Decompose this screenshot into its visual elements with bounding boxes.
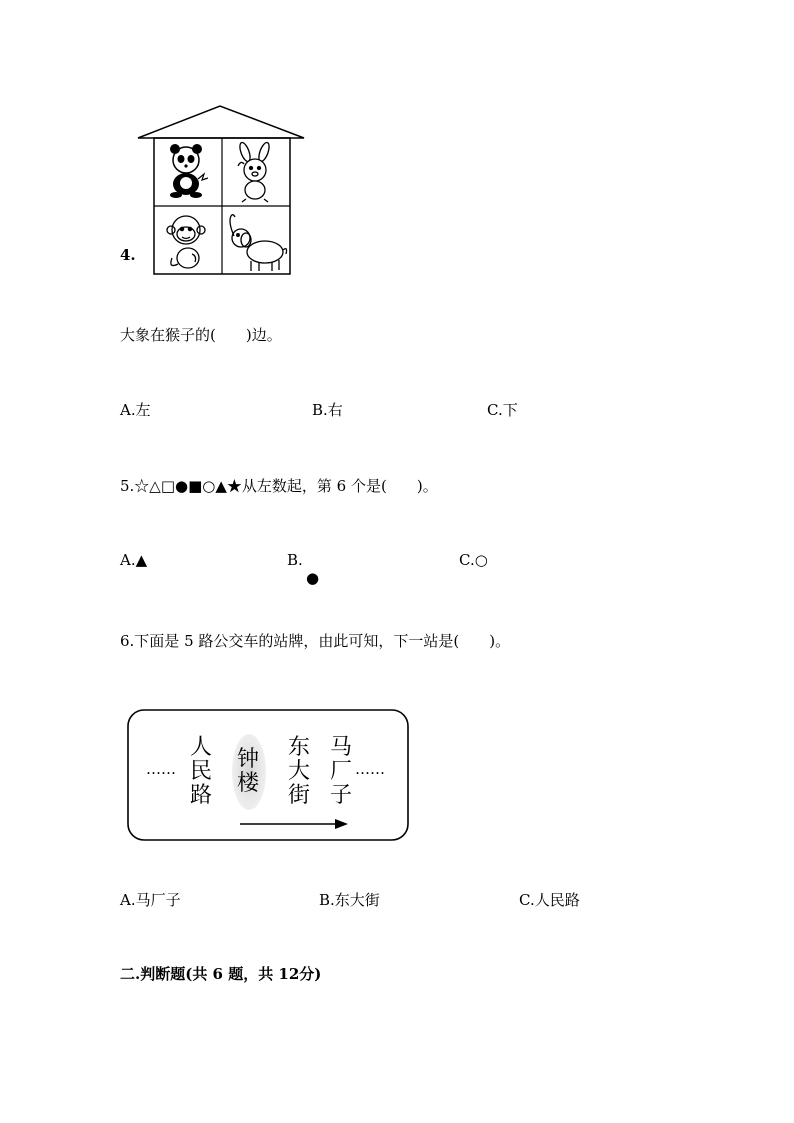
panda-icon <box>170 144 208 198</box>
section-2-title: 二.判断题(共 6 题，共 12分) <box>120 965 322 983</box>
station-machangzi: 马 厂 子 <box>330 735 353 808</box>
elephant-icon <box>230 215 287 271</box>
station-bell-tower: 钟 楼 <box>237 747 260 796</box>
question-6-option-a[interactable]: A.马厂子 <box>120 891 181 909</box>
question-6-text: 6.下面是 5 路公交车的站牌，由此可知，下一站是( )。 <box>120 632 511 650</box>
rabbit-icon <box>238 141 271 202</box>
station-dongda-street: 东 大 街 <box>288 735 311 808</box>
house-figure <box>134 104 309 279</box>
question-6-option-c[interactable]: C.人民路 <box>519 891 580 909</box>
monkey-icon <box>167 216 205 268</box>
question-4-option-c[interactable]: C.下 <box>487 401 518 419</box>
question-6-option-b[interactable]: B.东大街 <box>319 891 380 909</box>
sign-dots-right: …… <box>355 760 385 778</box>
question-5-text: 5.☆△□●■○▲★从左数起，第 6 个是( )。 <box>120 477 438 495</box>
sign-dots-left: …… <box>146 760 176 778</box>
question-4-number: 4. <box>120 246 136 264</box>
station-renmin-road: 人 民 路 <box>190 735 213 808</box>
question-4-option-a[interactable]: A.左 <box>120 401 151 419</box>
question-4-option-b[interactable]: B.右 <box>312 401 343 419</box>
question-5-option-b-symbol: ● <box>306 569 320 587</box>
question-5-option-a[interactable]: A.▲ <box>120 551 148 569</box>
question-4-text: 大象在猴子的( )边。 <box>120 326 282 344</box>
question-5-option-b[interactable]: B. <box>287 551 303 569</box>
question-5-option-c[interactable]: C.○ <box>459 551 488 569</box>
